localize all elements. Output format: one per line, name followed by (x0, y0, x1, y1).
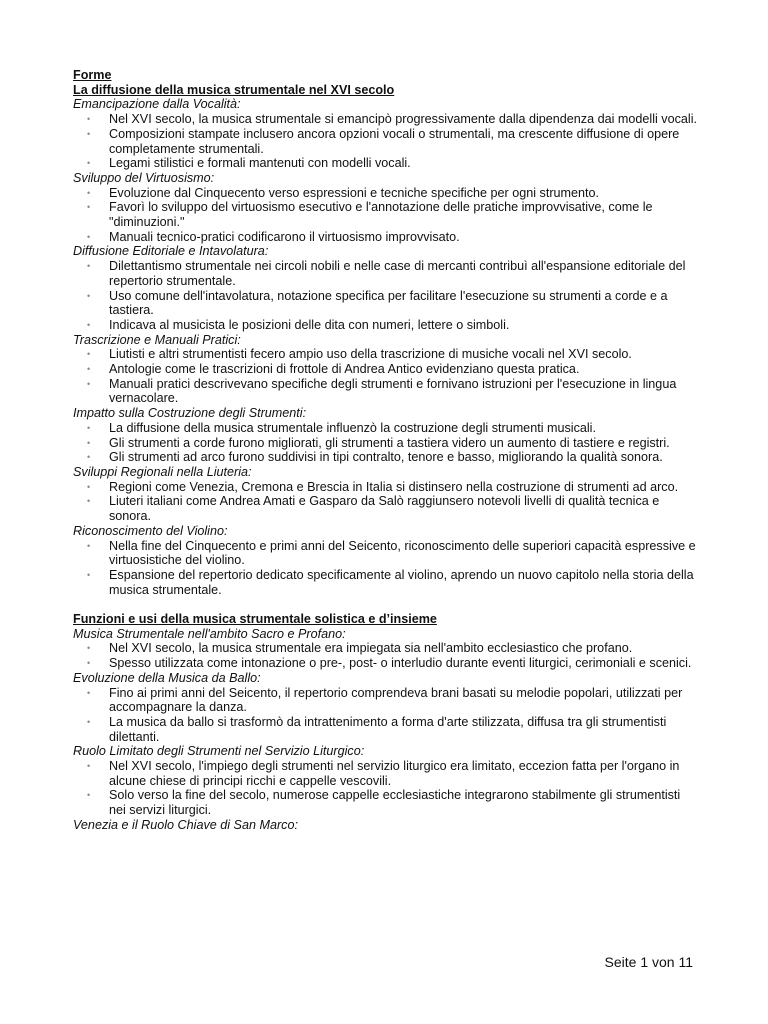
bullet-list (73, 539, 698, 598)
bullet-icon: • (87, 128, 91, 139)
list-item-text: Legami stilistici e formali mantenuti con modelli vocali. (109, 156, 411, 171)
list-item (73, 715, 698, 744)
bullet-icon: • (87, 643, 91, 654)
bullet-icon: • (87, 687, 91, 698)
list-item-text: Solo verso la fine del secolo, numerose cappelle ecclesiastiche integrarono stabilmente gli strumentisti nei servizi liturgici. (109, 788, 681, 818)
list-item-text: Espansione del repertorio dedicato specificamente al violino, aprendo un nuovo capitolo nella storia della musica strumentale. (109, 567, 694, 597)
list-item (73, 641, 698, 656)
list-item (73, 494, 698, 523)
list-item-text: Nella fine del Cinquecento e primi anni del Seicento, riconoscimento delle superiori capacità espressive e virtuosistiche del violino. (109, 538, 696, 568)
bullet-icon: • (87, 716, 91, 727)
bullet-icon: • (87, 540, 91, 551)
subsection-heading: Venezia e il Ruolo Chiave di San Marco: (73, 817, 298, 832)
subsection-heading: Musica Strumentale nell'ambito Sacro e Profano: (73, 626, 346, 641)
bullet-icon: • (87, 761, 91, 772)
section-heading: Funzioni e usi della musica strumentale solistica e d’insieme (73, 612, 437, 626)
list-item (73, 788, 698, 817)
bullet-list (73, 347, 698, 406)
list-item-text: Regioni come Venezia, Cremona e Brescia in Italia si distinsero nella costruzione di strumenti ad arco. (109, 479, 679, 494)
list-item (73, 480, 698, 495)
bullet-icon: • (87, 569, 91, 580)
subsection-heading: Diffusione Editoriale e Intavolatura: (73, 244, 269, 259)
bullet-icon: • (87, 422, 91, 433)
list-item-text: Liuteri italiani come Andrea Amati e Gasparo da Salò raggiunsero notevoli livelli di qualità tecnica e sonora. (109, 494, 660, 524)
document-title: Forme (73, 68, 112, 82)
list-item (73, 127, 698, 156)
bullet-list (73, 686, 698, 745)
list-item (73, 450, 698, 465)
list-item (73, 436, 698, 451)
bullet-icon: • (87, 290, 91, 301)
subsection-heading: Impatto sulla Costruzione degli Strumenti: (73, 406, 307, 421)
list-item (73, 289, 698, 318)
list-item-text: Fino ai primi anni del Seicento, il repertorio comprendeva brani basati su melodie popolari, utilizzati per accompagnare la danza. (109, 685, 683, 715)
list-item-text: Gli strumenti a corde furono migliorati, gli strumenti a tastiera videro un aumento di tastiere e registri. (109, 435, 670, 450)
bullet-icon: • (87, 319, 91, 330)
bullet-list (73, 259, 698, 333)
list-item-text: Evoluzione dal Cinquecento verso espressioni e tecniche specifiche per ogni strumento. (109, 185, 600, 200)
list-item (73, 318, 698, 333)
bullet-icon: • (87, 158, 91, 169)
bullet-icon: • (87, 349, 91, 360)
list-item (73, 568, 698, 597)
subsection-heading: Evoluzione della Musica da Ballo: (73, 670, 261, 685)
subsection-heading: Ruolo Limitato degli Strumenti nel Servizio Liturgico: (73, 744, 365, 759)
list-item-text: Favorì lo sviluppo del virtuosismo esecutivo e l'annotazione delle pratiche improvvisative, come le "diminuzioni." (109, 200, 653, 230)
list-item-text: Gli strumenti ad arco furono suddivisi in tipi contralto, tenore e basso, migliorando la qualità sonora. (109, 450, 663, 465)
bullet-icon: • (87, 481, 91, 492)
list-item (73, 200, 698, 229)
list-item-text: La diffusione della musica strumentale influenzò la costruzione degli strumenti musicali. (109, 420, 596, 435)
subsection-heading: Sviluppi Regionali nella Liuteria: (73, 464, 252, 479)
list-item-text: Nel XVI secolo, l'impiego degli strumenti nel servizio liturgico era limitato, eccezion fatta per l'organo in alcune chiese di principi ricchi e cappelle vescovili. (109, 759, 680, 788)
list-item (73, 759, 698, 788)
list-item (73, 656, 698, 671)
list-item (73, 347, 698, 362)
bullet-icon: • (87, 187, 91, 198)
bullet-icon: • (87, 790, 91, 801)
list-item-text: Liutisti e altri strumentisti fecero ampio uso della trascrizione di musiche vocali nel XVI secolo. (109, 347, 632, 362)
section-spacer (73, 597, 698, 612)
document-body (73, 68, 698, 833)
list-item-text: Dilettantismo strumentale nei circoli nobili e nelle case di mercanti contribuì all'espansione editoriale del repertorio strumentale. (109, 259, 686, 288)
page-number: Seite 1 von 11 (604, 954, 693, 970)
bullet-icon: • (87, 496, 91, 507)
list-item (73, 539, 698, 568)
list-item-text: Indicava al musicista le posizioni delle dita con numeri, lettere o simboli. (109, 317, 510, 332)
bullet-icon: • (87, 231, 91, 242)
bullet-icon: • (87, 378, 91, 389)
bullet-icon: • (87, 452, 91, 463)
list-item-text: Antologie come le trascrizioni di frottole di Andrea Antico evidenziano questa pratica. (109, 362, 580, 377)
bullet-list (73, 421, 698, 465)
bullet-icon: • (87, 261, 91, 272)
list-item (73, 377, 698, 406)
list-item (73, 259, 698, 288)
list-item-text: La musica da ballo si trasformò da intrattenimento a forma d'arte stilizzata, diffusa tra gli strumentisti dilettanti. (109, 714, 667, 744)
bullet-list (73, 480, 698, 524)
bullet-list (73, 641, 698, 670)
subsection-heading: Emancipazione dalla Vocalità: (73, 97, 241, 112)
list-item-text: Manuali pratici descrivevano specifiche degli strumenti e fornivano istruzioni per l'esecuzione in lingua vernacolare. (109, 376, 677, 406)
bullet-icon: • (87, 437, 91, 448)
list-item (73, 156, 698, 171)
section-heading: La diffusione della musica strumentale nel XVI secolo (73, 82, 395, 97)
subsection-heading: Riconoscimento del Violino: (73, 523, 228, 538)
bullet-icon: • (87, 114, 91, 125)
bullet-icon: • (87, 202, 91, 213)
list-item (73, 421, 698, 436)
bullet-list (73, 759, 698, 818)
list-item-text: Nel XVI secolo, la musica strumentale era impiegata sia nell'ambito ecclesiastico che profano. (109, 641, 633, 656)
list-item (73, 230, 698, 245)
list-item (73, 186, 698, 201)
bullet-icon: • (87, 364, 91, 375)
list-item-text: Composizioni stampate inclusero ancora opzioni vocali o strumentali, ma crescente diffusione di opere completamente strumentali. (109, 126, 680, 156)
list-item-text: Manuali tecnico-pratici codificarono il virtuosismo improvvisato. (109, 229, 460, 244)
sections-container (73, 83, 698, 833)
subsection-heading: Trascrizione e Manuali Pratici: (73, 332, 241, 347)
list-item (73, 112, 698, 127)
list-item-text: Spesso utilizzata come intonazione o pre-, post- o interludio durante eventi liturgici, cerimoniali e scenici. (109, 656, 692, 671)
bullet-list (73, 186, 698, 245)
list-item (73, 686, 698, 715)
list-item-text: Uso comune dell'intavolatura, notazione specifica per facilitare l'esecuzione su strumenti a corde e a tastiera. (109, 288, 668, 318)
list-item (73, 362, 698, 377)
bullet-icon: • (87, 658, 91, 669)
list-item-text: Nel XVI secolo, la musica strumentale si emancipò progressivamente dalla dipendenza dai modelli vocali. (109, 112, 698, 127)
bullet-list (73, 112, 698, 171)
subsection-heading: Sviluppo del Virtuosismo: (73, 170, 215, 185)
